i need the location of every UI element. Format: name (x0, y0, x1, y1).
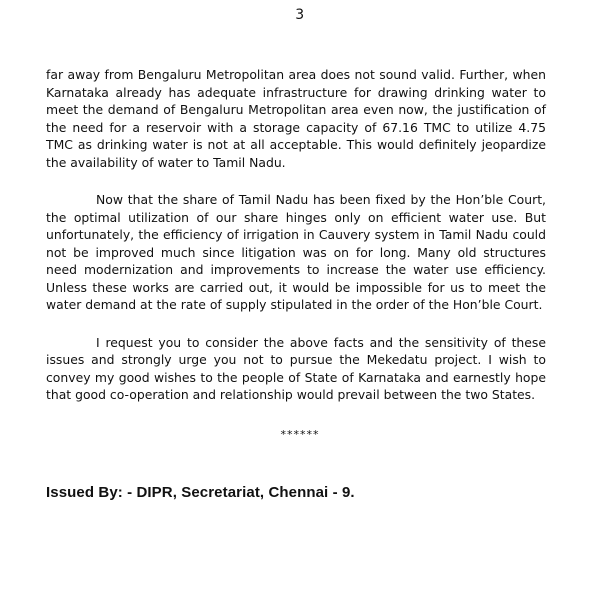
paragraph-share-utilization: Now that the share of Tamil Nadu has been fixed by the Hon’ble Court, the optimal utilization of our share hinges only on efficient water use. But unfortunately, the efficiency of irrigation in Cauvery system in Tamil Nadu could not be improved much since litigation was on for long. Many old structures need modernization and improvements to increase the water use efficiency. Unless these works are carried out, it would be impossible for us to meet the water demand at the rate of supply stipulated in the order of the Hon’ble Court. (46, 192, 546, 312)
page-number: 3 (295, 7, 305, 23)
asterisk-separator: ****** (280, 428, 320, 441)
issued-by-line: Issued By: - DIPR, Secretariat, Chennai - 9. (46, 484, 355, 501)
letter-body (46, 66, 546, 424)
paragraph-request: I request you to consider the above facts and the sensitivity of these issues and strongly urge you not to pursue the Mekedatu project. I wish to convey my good wishes to the people of State of Karnataka and earnestly hope that good co-operation and relationship would prevail between the two States. (46, 334, 546, 402)
paragraph-continuation: far away from Bengaluru Metropolitan area does not sound valid. Further, when Karnataka already has adequate infrastructure for drawing drinking water to meet the demand of Bengaluru Metropolitan area even now, the justification of the need for a reservoir with a storage capacity of 67.16 TMC to utilize 4.75 TMC as drinking water is not at all acceptable. This would definitely jeopardize the availability of water to Tamil Nadu. (46, 67, 546, 170)
